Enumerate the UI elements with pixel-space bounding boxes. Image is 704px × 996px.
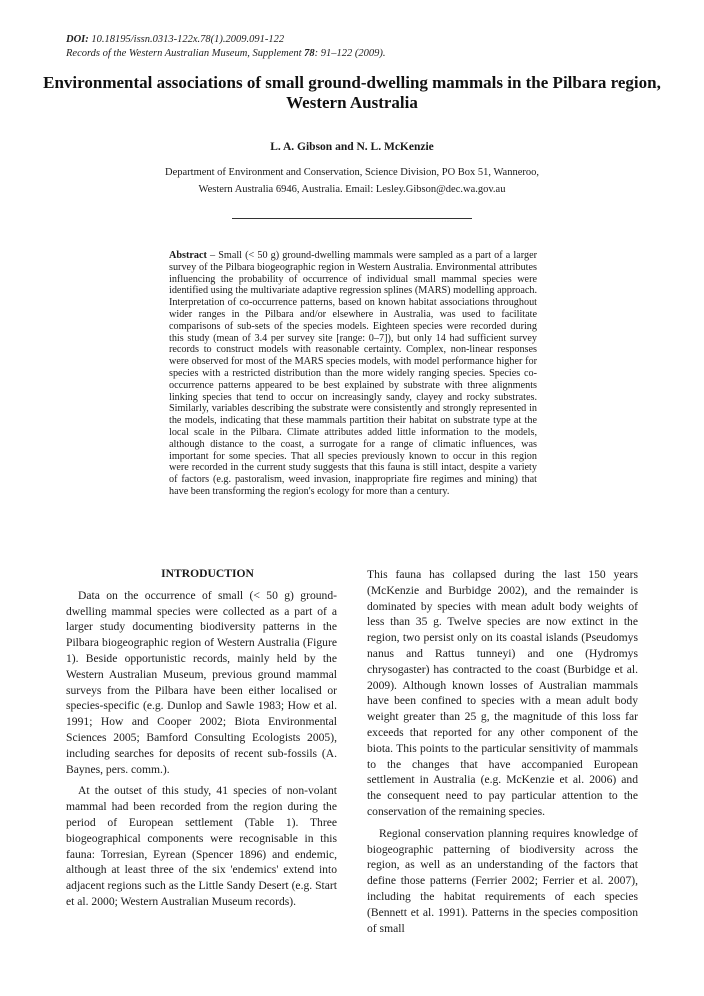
journal-line: [66, 47, 386, 61]
doi-label: DOI:: [66, 34, 89, 45]
doi-value[interactable]: 10.18195/issn.0313-122x.78(1).2009.091-122: [91, 34, 285, 45]
intro-paragraph-2: At the outset of this study, 41 species of non-volant mammal had been recorded from the region during the period of European settlement (Table 1). Three biogeographical components were recognisable in this fauna: Torresian, Eyrean (Spencer 1896) and endemic, although at least three of the six 'endemics' extend into adjacent regions such as the Little Sandy Desert (e.g. Start et al. 2000; Western Australian Museum records).: [66, 784, 337, 908]
abstract: [169, 250, 537, 498]
doi-line: [66, 33, 386, 47]
right-column: [367, 567, 638, 942]
journal-volume: 78: [304, 48, 315, 59]
paper-authors: L. A. Gibson and N. L. McKenzie: [270, 141, 434, 153]
journal-pages-year: : 91–122 (2009).: [314, 48, 386, 59]
intro-paragraph-4: Regional conservation planning requires knowledge of biogeographic patterning of biodiversity across the region, as well as an understanding of the factors that define those patterns (Ferrier 2002; Ferrier et al. 2007), including the habitat requirements of each species (Bennett et al. 1991). Patterns in the species composition of small: [367, 826, 638, 935]
running-header: [66, 33, 386, 61]
affiliation-line-2: Western Australia 6946, Australia. Email: Lesley.Gibson@dec.wa.gov.au: [198, 184, 506, 195]
affiliation-line-1: Department of Environment and Conservation, Science Division, PO Box 51, Wanneroo,: [165, 167, 539, 178]
author-affiliation: [100, 164, 604, 198]
abstract-text: – Small (< 50 g) ground-dwelling mammals were sampled as a part of a larger survey of the Pilbara biogeographic region in Western Australia. Environmental attributes influencing the probability of occurrence of individual small mammal species were identified using the multivariate adaptive regression splines (MARS) modelling approach. Interpretation of co-occurrence patterns, based on known habitat associations throughout wider ranges in the Pilbara and/or elsewhere in Australia, was used to facilitate comparisons of sub-sets of the species models. Eighteen species were recorded during this study (mean of 3.4 per survey site [range: 0–7]), but only 14 had sufficient survey records to construct models with reasonable certainty. Complex, non-linear responses were observed for most of the MARS species models, with model performance higher for species with a restricted distribution than the more widely ranging species. Species co-occurrence patterns appeared to be best explained by substrate with three alignments linking species that tend to occur on increasingly sandy, clayey and rocky substrates. Similarly, variables describing the substrate were consistently and strongly represented in the models, indicating that these mammals partition their habitat on substrate type at the local scale in the Pilbara. Climate attributes added little information to the models, although distance to the coast, a surrogate for a range of climatic influences, was important for some species. That all species previously known to occur in this region were recorded in the current study suggests that this fauna is still intact, despite a variety of factors (e.g. pastoralism, weed invasion, inappropriate fire regimes and mining) that have been transforming the region's ecology for more than a century.: [169, 250, 537, 497]
abstract-label: Abstract: [169, 250, 207, 261]
intro-paragraph-3: This fauna has collapsed during the last 150 years (McKenzie and Burbidge 2002), and the remainder is dominated by species with mean adult body weights of less than 35 g. Twelve species are now extinct in the region, two persist only on its coastal islands (Pseudomys nanus and Rattus tunneyi) and one (Hydromys chrysogaster) has contracted to the coast (Burbidge et al. 2009). Although known losses of Australian mammals have been confined to species with a mean adult body weight greater than 25 g, the magnitude of this loss far exceeds that reported for any other component of the biota. This points to the particular sensitivity of mammals to the changes that have accompanied European settlement in Australia (e.g. McKenzie et al. 2006) and the consequent need to pay particular attention to the conservation of the remaining species.: [367, 568, 638, 818]
intro-paragraph-1: Data on the occurrence of small (< 50 g) ground-dwelling mammal species were collected as a part of a larger study documenting biodiversity patterns in the Pilbara biogeographic region of Western Australia (Figure 1). Beside opportunistic records, mainly held by the Western Australian Museum, previous ground mammal surveys from the Pilbara have been either localised or species-specific (e.g. Dunlop and Sawle 1983; How et al. 1991; How and Cooper 2002; Biota Environmental Sciences 2005; Bamford Consulting Ecologists 2005), including searches for deposits of recent sub-fossils (A. Baynes, pers. comm.).: [66, 588, 337, 776]
title-divider: [232, 218, 472, 219]
section-heading-introduction: INTRODUCTION: [161, 567, 254, 580]
journal-name: Records of the Western Australian Museum, Supplement: [66, 48, 302, 59]
paper-title: Environmental associations of small ground-dwelling mammals in the Pilbara region, Western Australia: [43, 73, 661, 112]
left-column: [66, 566, 337, 916]
